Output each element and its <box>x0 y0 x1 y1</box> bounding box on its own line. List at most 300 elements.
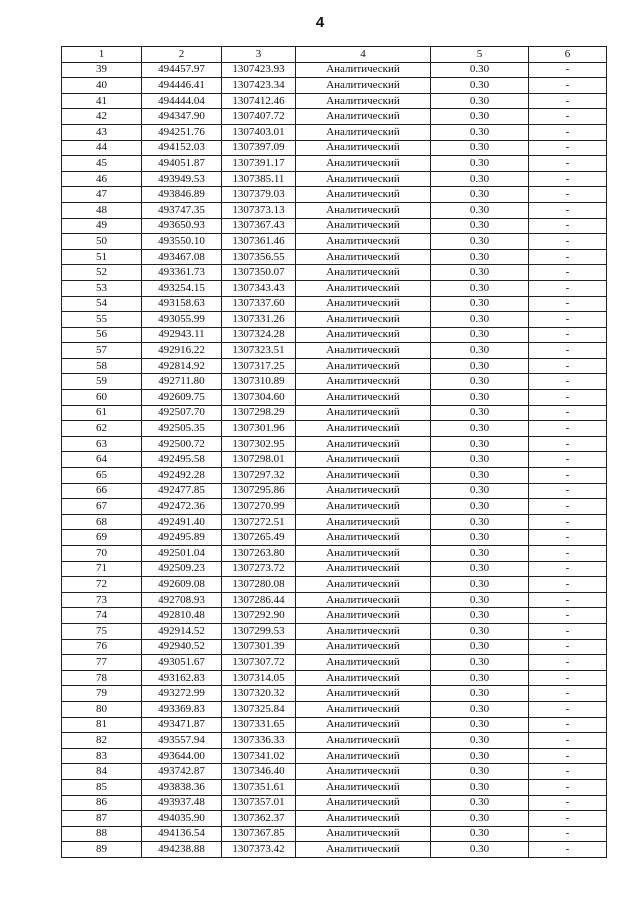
table-cell: - <box>529 717 607 733</box>
table-cell: 40 <box>62 78 142 94</box>
table-cell: 1307361.46 <box>222 234 296 250</box>
table-cell: 493644.00 <box>142 748 222 764</box>
table-cell: Аналитический <box>296 701 431 717</box>
table-row <box>62 358 607 374</box>
table-row <box>62 561 607 577</box>
table-cell: 493051.67 <box>142 655 222 671</box>
table-cell: 1307320.32 <box>222 686 296 702</box>
table-cell: 72 <box>62 577 142 593</box>
table-cell: Аналитический <box>296 296 431 312</box>
table-cell: - <box>529 670 607 686</box>
table-cell: 492477.85 <box>142 483 222 499</box>
table-cell: 494152.03 <box>142 140 222 156</box>
table-cell: 1307299.53 <box>222 623 296 639</box>
table-cell: 494051.87 <box>142 156 222 172</box>
table-cell: Аналитический <box>296 499 431 515</box>
table-cell: Аналитический <box>296 764 431 780</box>
table-row <box>62 546 607 562</box>
table-body <box>62 62 607 857</box>
table-row <box>62 202 607 218</box>
table-cell: Аналитический <box>296 156 431 172</box>
table-cell: - <box>529 249 607 265</box>
page-number: 4 <box>315 14 325 31</box>
table-cell: 67 <box>62 499 142 515</box>
table-cell: 492916.22 <box>142 343 222 359</box>
table-cell: 0.30 <box>431 764 529 780</box>
table-cell: - <box>529 327 607 343</box>
table-cell: 492507.70 <box>142 405 222 421</box>
table-cell: 493162.83 <box>142 670 222 686</box>
table-row <box>62 499 607 515</box>
table-cell: 0.30 <box>431 93 529 109</box>
table-cell: 1307337.60 <box>222 296 296 312</box>
table-cell: 492501.04 <box>142 546 222 562</box>
table-cell: 0.30 <box>431 390 529 406</box>
table-cell: - <box>529 826 607 842</box>
table-row <box>62 218 607 234</box>
table-cell: - <box>529 358 607 374</box>
table-row <box>62 483 607 499</box>
table-cell: 494446.41 <box>142 78 222 94</box>
table-cell: 0.30 <box>431 608 529 624</box>
table-cell: 0.30 <box>431 842 529 858</box>
table-cell: 1307423.93 <box>222 62 296 78</box>
table-cell: 61 <box>62 405 142 421</box>
table-cell: 75 <box>62 623 142 639</box>
table-cell: Аналитический <box>296 405 431 421</box>
table-row <box>62 452 607 468</box>
column-header: 5 <box>431 47 529 63</box>
table-cell: 82 <box>62 733 142 749</box>
table-cell: 39 <box>62 62 142 78</box>
table-row <box>62 623 607 639</box>
table-cell: 0.30 <box>431 655 529 671</box>
table-cell: Аналитический <box>296 530 431 546</box>
table-cell: - <box>529 530 607 546</box>
table-cell: 1307331.65 <box>222 717 296 733</box>
table-cell: 493846.89 <box>142 187 222 203</box>
table-row <box>62 468 607 484</box>
table-cell: 1307373.13 <box>222 202 296 218</box>
table-cell: Аналитический <box>296 312 431 328</box>
table-cell: 493055.99 <box>142 312 222 328</box>
table-cell: 64 <box>62 452 142 468</box>
table-cell: Аналитический <box>296 202 431 218</box>
table-row <box>62 312 607 328</box>
table-cell: 70 <box>62 546 142 562</box>
table-cell: 1307301.39 <box>222 639 296 655</box>
table-cell: 493550.10 <box>142 234 222 250</box>
table-cell: 0.30 <box>431 577 529 593</box>
table-cell: - <box>529 405 607 421</box>
table-cell: 0.30 <box>431 468 529 484</box>
table-cell: Аналитический <box>296 826 431 842</box>
table-cell: - <box>529 733 607 749</box>
table-cell: 0.30 <box>431 795 529 811</box>
table-cell: 1307270.99 <box>222 499 296 515</box>
table-cell: 54 <box>62 296 142 312</box>
table-cell: 1307412.46 <box>222 93 296 109</box>
table-cell: 493158.63 <box>142 296 222 312</box>
table-cell: 1307263.80 <box>222 546 296 562</box>
table-cell: Аналитический <box>296 748 431 764</box>
table-cell: Аналитический <box>296 234 431 250</box>
table-cell: 0.30 <box>431 499 529 515</box>
table-cell: 1307407.72 <box>222 109 296 125</box>
table-cell: Аналитический <box>296 171 431 187</box>
table-cell: - <box>529 623 607 639</box>
table-cell: - <box>529 779 607 795</box>
table-cell: 1307346.40 <box>222 764 296 780</box>
table-cell: 0.30 <box>431 234 529 250</box>
table-cell: - <box>529 78 607 94</box>
table-cell: 492495.58 <box>142 452 222 468</box>
table-cell: - <box>529 93 607 109</box>
table-cell: 1307385.11 <box>222 171 296 187</box>
table-cell: Аналитический <box>296 468 431 484</box>
table-cell: 493937.48 <box>142 795 222 811</box>
table-cell: 1307302.95 <box>222 436 296 452</box>
table-cell: 494251.76 <box>142 124 222 140</box>
table-row <box>62 140 607 156</box>
table-cell: 1307357.01 <box>222 795 296 811</box>
table-row <box>62 779 607 795</box>
table-row <box>62 265 607 281</box>
table-cell: Аналитический <box>296 218 431 234</box>
table-cell: 66 <box>62 483 142 499</box>
table-cell: 0.30 <box>431 62 529 78</box>
table-cell: 1307325.84 <box>222 701 296 717</box>
table-cell: 47 <box>62 187 142 203</box>
table-cell: 44 <box>62 140 142 156</box>
table-cell: 0.30 <box>431 249 529 265</box>
table-cell: 1307373.42 <box>222 842 296 858</box>
table-cell: Аналитический <box>296 733 431 749</box>
table-cell: - <box>529 514 607 530</box>
table-cell: - <box>529 468 607 484</box>
table-cell: 492500.72 <box>142 436 222 452</box>
table-cell: 1307343.43 <box>222 280 296 296</box>
table-cell: 81 <box>62 717 142 733</box>
table-cell: - <box>529 842 607 858</box>
table-cell: - <box>529 686 607 702</box>
table-cell: 0.30 <box>431 592 529 608</box>
table-cell: 1307304.60 <box>222 390 296 406</box>
table-cell: 49 <box>62 218 142 234</box>
table-cell: Аналитический <box>296 639 431 655</box>
table-cell: 1307379.03 <box>222 187 296 203</box>
table-cell: Аналитический <box>296 561 431 577</box>
table-cell: 1307341.02 <box>222 748 296 764</box>
table-cell: 493369.83 <box>142 701 222 717</box>
table-cell: 0.30 <box>431 343 529 359</box>
table-row <box>62 842 607 858</box>
table-cell: 1307314.05 <box>222 670 296 686</box>
table-cell: 492943.11 <box>142 327 222 343</box>
table-cell: - <box>529 234 607 250</box>
table-cell: 0.30 <box>431 78 529 94</box>
table-cell: 492810.48 <box>142 608 222 624</box>
table-cell: 492708.93 <box>142 592 222 608</box>
table-cell: 494238.88 <box>142 842 222 858</box>
table-row <box>62 577 607 593</box>
table-cell: 492814.92 <box>142 358 222 374</box>
table-cell: 45 <box>62 156 142 172</box>
table-cell: 0.30 <box>431 327 529 343</box>
table-cell: 0.30 <box>431 265 529 281</box>
table-cell: 0.30 <box>431 733 529 749</box>
table-cell: - <box>529 795 607 811</box>
table-cell: - <box>529 218 607 234</box>
table-cell: 1307295.86 <box>222 483 296 499</box>
table-cell: Аналитический <box>296 93 431 109</box>
table-cell: Аналитический <box>296 140 431 156</box>
table-cell: 0.30 <box>431 171 529 187</box>
table-cell: 1307356.55 <box>222 249 296 265</box>
table-row <box>62 514 607 530</box>
table-cell: 492940.52 <box>142 639 222 655</box>
table-cell: - <box>529 483 607 499</box>
table-cell: Аналитический <box>296 436 431 452</box>
table-cell: - <box>529 140 607 156</box>
table-row <box>62 655 607 671</box>
table-cell: - <box>529 655 607 671</box>
table-cell: 80 <box>62 701 142 717</box>
table-cell: - <box>529 202 607 218</box>
table-row <box>62 249 607 265</box>
table-cell: 1307350.07 <box>222 265 296 281</box>
table-cell: 1307292.90 <box>222 608 296 624</box>
table-row <box>62 717 607 733</box>
table-cell: 1307310.89 <box>222 374 296 390</box>
table-row <box>62 78 607 94</box>
table-cell: Аналитический <box>296 623 431 639</box>
table-cell: 63 <box>62 436 142 452</box>
table-cell: Аналитический <box>296 717 431 733</box>
table-cell: 79 <box>62 686 142 702</box>
table-cell: 1307265.49 <box>222 530 296 546</box>
table-cell: Аналитический <box>296 280 431 296</box>
table-cell: 1307273.72 <box>222 561 296 577</box>
table-cell: 492491.40 <box>142 514 222 530</box>
table-cell: 1307362.37 <box>222 811 296 827</box>
table-cell: Аналитический <box>296 514 431 530</box>
table-cell: 1307367.43 <box>222 218 296 234</box>
column-header: 1 <box>62 47 142 63</box>
table-cell: - <box>529 764 607 780</box>
table-cell: Аналитический <box>296 374 431 390</box>
table-cell: 0.30 <box>431 686 529 702</box>
table-row <box>62 592 607 608</box>
table-cell: 48 <box>62 202 142 218</box>
table-cell: 76 <box>62 639 142 655</box>
table-cell: 0.30 <box>431 374 529 390</box>
table-cell: 1307397.09 <box>222 140 296 156</box>
table-cell: 492495.89 <box>142 530 222 546</box>
table-cell: - <box>529 265 607 281</box>
table-cell: - <box>529 187 607 203</box>
table-row <box>62 639 607 655</box>
table-cell: 0.30 <box>431 826 529 842</box>
table-cell: 1307301.96 <box>222 421 296 437</box>
table-cell: Аналитический <box>296 109 431 125</box>
table-cell: 55 <box>62 312 142 328</box>
column-header: 3 <box>222 47 296 63</box>
table-cell: Аналитический <box>296 187 431 203</box>
table-cell: Аналитический <box>296 655 431 671</box>
table-cell: 494444.04 <box>142 93 222 109</box>
table-cell: 74 <box>62 608 142 624</box>
table-cell: - <box>529 499 607 515</box>
table-cell: 0.30 <box>431 717 529 733</box>
table-row <box>62 811 607 827</box>
table-row <box>62 795 607 811</box>
table-cell: 492609.75 <box>142 390 222 406</box>
table-cell: - <box>529 109 607 125</box>
table-cell: 492914.52 <box>142 623 222 639</box>
table-cell: - <box>529 811 607 827</box>
table-cell: 0.30 <box>431 140 529 156</box>
table-cell: 84 <box>62 764 142 780</box>
table-cell: 0.30 <box>431 514 529 530</box>
table-cell: 494035.90 <box>142 811 222 827</box>
table-cell: - <box>529 592 607 608</box>
table-cell: - <box>529 156 607 172</box>
table-cell: 0.30 <box>431 358 529 374</box>
table-row <box>62 748 607 764</box>
table-cell: 492472.36 <box>142 499 222 515</box>
table-cell: 0.30 <box>431 811 529 827</box>
table-cell: 0.30 <box>431 452 529 468</box>
table-cell: 0.30 <box>431 623 529 639</box>
table-cell: 493747.35 <box>142 202 222 218</box>
table-cell: 87 <box>62 811 142 827</box>
table-cell: 43 <box>62 124 142 140</box>
table-row <box>62 701 607 717</box>
table-cell: Аналитический <box>296 390 431 406</box>
table-row <box>62 234 607 250</box>
table-cell: 73 <box>62 592 142 608</box>
table-cell: 0.30 <box>431 779 529 795</box>
table-cell: - <box>529 608 607 624</box>
table-cell: 88 <box>62 826 142 842</box>
table-row <box>62 374 607 390</box>
table-cell: 71 <box>62 561 142 577</box>
table-row <box>62 280 607 296</box>
table-cell: Аналитический <box>296 327 431 343</box>
column-header: 6 <box>529 47 607 63</box>
table-cell: Аналитический <box>296 577 431 593</box>
table-header-row <box>62 47 607 63</box>
table-cell: Аналитический <box>296 779 431 795</box>
table-row <box>62 405 607 421</box>
table-row <box>62 686 607 702</box>
table-cell: 493254.15 <box>142 280 222 296</box>
table-cell: 0.30 <box>431 312 529 328</box>
table-cell: 1307423.34 <box>222 78 296 94</box>
table-cell: 1307297.32 <box>222 468 296 484</box>
table-cell: Аналитический <box>296 124 431 140</box>
table-cell: 493742.87 <box>142 764 222 780</box>
table-row <box>62 436 607 452</box>
table-cell: - <box>529 296 607 312</box>
table-cell: 60 <box>62 390 142 406</box>
table-cell: Аналитический <box>296 358 431 374</box>
table-cell: Аналитический <box>296 343 431 359</box>
table-cell: 493650.93 <box>142 218 222 234</box>
table-cell: - <box>529 124 607 140</box>
table-cell: 89 <box>62 842 142 858</box>
table-cell: Аналитический <box>296 592 431 608</box>
table-row <box>62 93 607 109</box>
table-cell: 0.30 <box>431 639 529 655</box>
table-cell: 1307298.29 <box>222 405 296 421</box>
table-cell: 83 <box>62 748 142 764</box>
table-cell: 1307272.51 <box>222 514 296 530</box>
table-cell: 0.30 <box>431 546 529 562</box>
table-cell: - <box>529 452 607 468</box>
table-cell: 0.30 <box>431 109 529 125</box>
table-cell: - <box>529 171 607 187</box>
table-cell: Аналитический <box>296 608 431 624</box>
table-row <box>62 764 607 780</box>
column-header: 4 <box>296 47 431 63</box>
table-cell: 0.30 <box>431 296 529 312</box>
table-cell: 1307317.25 <box>222 358 296 374</box>
table-cell: - <box>529 343 607 359</box>
table-cell: 52 <box>62 265 142 281</box>
table-cell: - <box>529 374 607 390</box>
table-cell: 65 <box>62 468 142 484</box>
table-cell: 42 <box>62 109 142 125</box>
table-cell: 1307280.08 <box>222 577 296 593</box>
table-cell: 0.30 <box>431 483 529 499</box>
table-cell: 494347.90 <box>142 109 222 125</box>
table-row <box>62 156 607 172</box>
table-cell: Аналитический <box>296 249 431 265</box>
table-cell: 0.30 <box>431 748 529 764</box>
table-row <box>62 124 607 140</box>
table-cell: Аналитический <box>296 795 431 811</box>
table-cell: 58 <box>62 358 142 374</box>
table-row <box>62 608 607 624</box>
table-cell: 41 <box>62 93 142 109</box>
table-cell: 78 <box>62 670 142 686</box>
table-cell: 1307391.17 <box>222 156 296 172</box>
table-cell: 492505.35 <box>142 421 222 437</box>
table-row <box>62 62 607 78</box>
table-cell: Аналитический <box>296 842 431 858</box>
table-cell: Аналитический <box>296 452 431 468</box>
table-cell: - <box>529 390 607 406</box>
table-cell: Аналитический <box>296 62 431 78</box>
table-cell: 0.30 <box>431 218 529 234</box>
table-cell: 1307286.44 <box>222 592 296 608</box>
table-cell: Аналитический <box>296 265 431 281</box>
table-cell: 493471.87 <box>142 717 222 733</box>
table-cell: 492509.23 <box>142 561 222 577</box>
table-cell: 1307351.61 <box>222 779 296 795</box>
table-cell: Аналитический <box>296 546 431 562</box>
table-row <box>62 826 607 842</box>
table-cell: 0.30 <box>431 436 529 452</box>
table-cell: 0.30 <box>431 701 529 717</box>
table-cell: 493949.53 <box>142 171 222 187</box>
table-cell: 0.30 <box>431 124 529 140</box>
table-cell: 1307403.01 <box>222 124 296 140</box>
table-cell: 493467.08 <box>142 249 222 265</box>
table-cell: 50 <box>62 234 142 250</box>
